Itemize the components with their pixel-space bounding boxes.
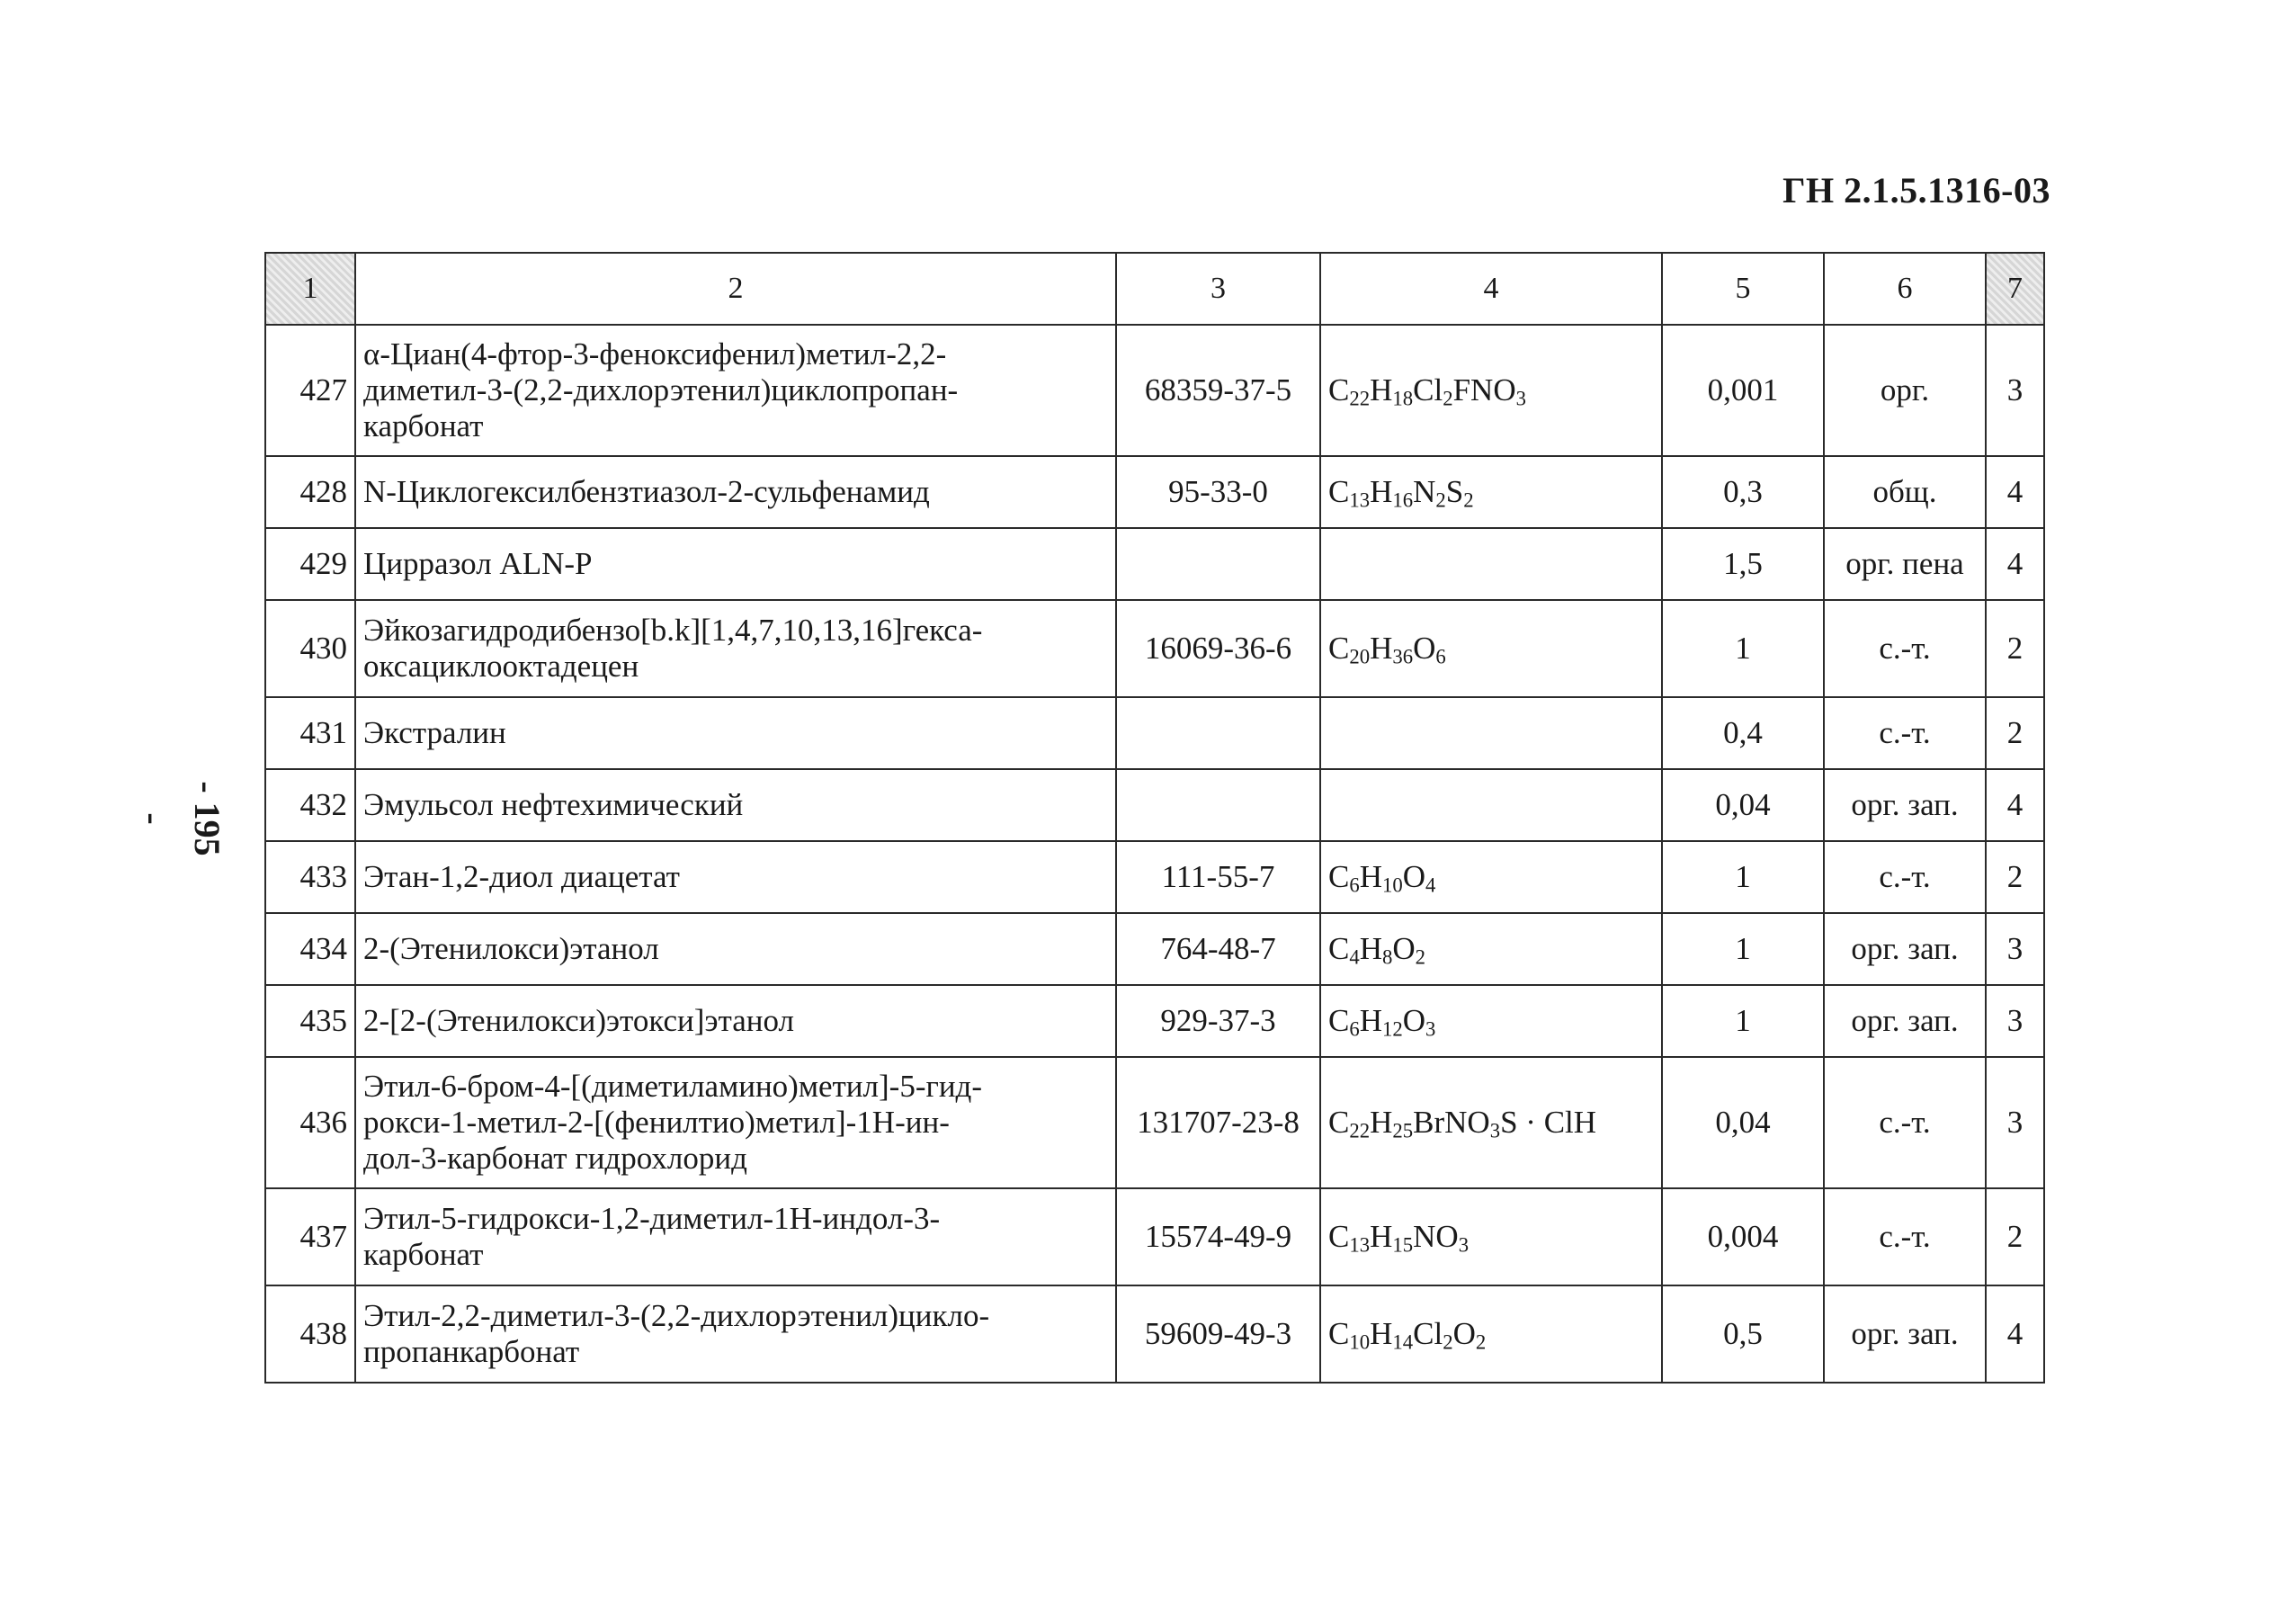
- cas-number-cell: [1116, 697, 1320, 769]
- formula-subscript: 4: [1349, 945, 1360, 969]
- formula-part: O: [1413, 631, 1436, 666]
- formula-cell: [1320, 697, 1662, 769]
- formula-subscript: 14: [1392, 1330, 1414, 1354]
- concentration-value-cell: 0,3: [1662, 456, 1824, 528]
- cas-number-cell: 95-33-0: [1116, 456, 1320, 528]
- table-row: [265, 528, 2044, 600]
- row-number-cell: 436: [265, 1057, 355, 1188]
- substances-table: [264, 252, 2045, 1384]
- substance-name-line: дол-3-карбонат гидрохлорид: [363, 1141, 747, 1176]
- formula-part: O: [1402, 859, 1426, 894]
- formula-cell: [1320, 1057, 1662, 1188]
- formula-subscript: 3: [1489, 1119, 1501, 1142]
- column-number-2: 2: [355, 253, 1116, 325]
- formula-part: H: [1370, 1105, 1393, 1140]
- hazard-feature-cell: с.-т.: [1824, 697, 1986, 769]
- substance-name-cell: [355, 769, 1116, 841]
- formula-subscript: 16: [1392, 488, 1414, 512]
- row-number-cell: 427: [265, 325, 355, 456]
- substance-name-line: Этил-2,2-диметил-3-(2,2-дихлорэтенил)цикло-: [363, 1298, 990, 1333]
- row-number-cell: 428: [265, 456, 355, 528]
- formula-subscript: 13: [1349, 1233, 1371, 1257]
- formula-part: C: [1328, 1003, 1350, 1038]
- formula-cell: [1320, 600, 1662, 697]
- hazard-feature-cell: с.-т.: [1824, 1057, 1986, 1188]
- substance-name-line: N-Циклогексилбензтиазол-2-сульфенамид: [363, 474, 930, 509]
- substance-name-line: рокси-1-метил-2-[(фенилтио)метил]-1Н-ин-: [363, 1105, 950, 1140]
- formula-subscript: 2: [1435, 488, 1446, 512]
- hazard-feature-cell: общ.: [1824, 456, 1986, 528]
- formula-cell: [1320, 528, 1662, 600]
- hazard-feature-cell: орг. зап.: [1824, 1285, 1986, 1383]
- hazard-feature-cell: с.-т.: [1824, 841, 1986, 913]
- substance-name-cell: [355, 600, 1116, 697]
- concentration-value-cell: 0,004: [1662, 1188, 1824, 1285]
- row-number-cell: 433: [265, 841, 355, 913]
- substance-name-line: Эйкозагидродибензо[b.k][1,4,7,10,13,16]гекса-: [363, 613, 983, 648]
- formula-cell: [1320, 985, 1662, 1057]
- formula-part: C: [1328, 1316, 1350, 1351]
- table-row: [265, 456, 2044, 528]
- substance-name-cell: [355, 913, 1116, 985]
- formula-part: O: [1402, 1003, 1426, 1038]
- cas-number-cell: 15574-49-9: [1116, 1188, 1320, 1285]
- table-body: [265, 253, 2044, 1383]
- cas-number-cell: 111-55-7: [1116, 841, 1320, 913]
- substance-name-line: α-Циан(4-фтор-3-феноксифенил)метил-2,2-: [363, 336, 947, 372]
- cas-number-cell: 16069-36-6: [1116, 600, 1320, 697]
- hazard-class-cell: 4: [1986, 1285, 2044, 1383]
- cas-number-cell: [1116, 528, 1320, 600]
- formula-subscript: 36: [1392, 645, 1414, 668]
- concentration-value-cell: 1,5: [1662, 528, 1824, 600]
- formula-subscript: 6: [1349, 1017, 1360, 1041]
- formula-subscript: 3: [1425, 1017, 1436, 1041]
- concentration-value-cell: 0,4: [1662, 697, 1824, 769]
- cas-number-cell: 764-48-7: [1116, 913, 1320, 985]
- hazard-class-cell: 3: [1986, 325, 2044, 456]
- row-number-cell: 430: [265, 600, 355, 697]
- row-number-cell: 434: [265, 913, 355, 985]
- formula-subscript: 13: [1349, 488, 1371, 512]
- row-number-cell: 438: [265, 1285, 355, 1383]
- concentration-value-cell: 0,04: [1662, 769, 1824, 841]
- table-row: [265, 600, 2044, 697]
- substance-name-cell: [355, 985, 1116, 1057]
- table-row: [265, 697, 2044, 769]
- formula-cell: [1320, 1188, 1662, 1285]
- formula-part: H: [1359, 1003, 1383, 1038]
- concentration-value-cell: 0,5: [1662, 1285, 1824, 1383]
- substance-name-line: Экстралин: [363, 715, 506, 750]
- substance-name-line: оксациклооктадецен: [363, 649, 639, 684]
- substance-name-line: Этил-6-бром-4-[(диметиламино)метил]-5-гид-: [363, 1069, 983, 1104]
- hazard-class-cell: 4: [1986, 456, 2044, 528]
- substance-name-line: диметил-3-(2,2-дихлорэтенил)циклопропан-: [363, 372, 959, 407]
- hazard-class-cell: 2: [1986, 600, 2044, 697]
- hazard-feature-cell: с.-т.: [1824, 600, 1986, 697]
- formula-subscript: 4: [1425, 873, 1436, 897]
- concentration-value-cell: 0,001: [1662, 325, 1824, 456]
- formula-part: C: [1328, 372, 1350, 407]
- formula-part: Cl: [1413, 372, 1443, 407]
- hazard-feature-cell: орг. зап.: [1824, 913, 1986, 985]
- substance-name-line: 2-(Этенилокси)этанол: [363, 931, 659, 966]
- formula-cell: [1320, 325, 1662, 456]
- formula-part: N: [1413, 474, 1436, 509]
- formula-part: BrNO: [1413, 1105, 1490, 1140]
- formula-subscript: 22: [1349, 387, 1371, 410]
- formula-part: C: [1328, 1105, 1350, 1140]
- formula-subscript: 8: [1382, 945, 1393, 969]
- cas-number-cell: 68359-37-5: [1116, 325, 1320, 456]
- substance-name-cell: [355, 528, 1116, 600]
- formula-cell: [1320, 841, 1662, 913]
- table-row: [265, 325, 2044, 456]
- row-number-cell: 435: [265, 985, 355, 1057]
- hazard-class-cell: 4: [1986, 528, 2044, 600]
- hazard-feature-cell: орг. зап.: [1824, 985, 1986, 1057]
- formula-part: H: [1370, 1316, 1393, 1351]
- column-number-4: 4: [1320, 253, 1662, 325]
- formula-subscript: 2: [1475, 1330, 1487, 1354]
- formula-subscript: 3: [1515, 387, 1526, 410]
- formula-part: S · ClH: [1500, 1105, 1597, 1140]
- table-row: [265, 1188, 2044, 1285]
- formula-part: FNO: [1452, 372, 1516, 407]
- formula-part: C: [1328, 859, 1350, 894]
- column-number-row: [265, 253, 2044, 325]
- substance-name-cell: [355, 697, 1116, 769]
- formula-subscript: 2: [1443, 387, 1453, 410]
- hazard-feature-cell: орг. зап.: [1824, 769, 1986, 841]
- document-code: ГН 2.1.5.1316-03: [1782, 170, 2050, 210]
- formula-subscript: 20: [1349, 645, 1371, 668]
- substance-name-line: Этил-5-гидрокси-1,2-диметил-1Н-индол-3-: [363, 1201, 941, 1236]
- column-number-3: 3: [1116, 253, 1320, 325]
- row-number-cell: 431: [265, 697, 355, 769]
- formula-part: C: [1328, 1219, 1350, 1254]
- table-row: [265, 1057, 2044, 1188]
- substance-name-line: пропанкарбонат: [363, 1334, 580, 1369]
- formula-subscript: 15: [1392, 1233, 1414, 1257]
- formula-subscript: 2: [1443, 1330, 1453, 1354]
- table-row: [265, 985, 2044, 1057]
- table-row: [265, 841, 2044, 913]
- concentration-value-cell: 1: [1662, 913, 1824, 985]
- substance-name-line: 2-[2-(Этенилокси)этокси]этанол: [363, 1003, 794, 1038]
- formula-subscript: 22: [1349, 1119, 1371, 1142]
- column-number-5: 5: [1662, 253, 1824, 325]
- concentration-value-cell: 1: [1662, 985, 1824, 1057]
- formula-part: H: [1359, 931, 1383, 966]
- formula-subscript: 12: [1382, 1017, 1403, 1041]
- substance-name-line: карбонат: [363, 1237, 484, 1272]
- table-row: [265, 913, 2044, 985]
- concentration-value-cell: 1: [1662, 600, 1824, 697]
- hazard-feature-cell: орг.: [1824, 325, 1986, 456]
- substance-name-cell: [355, 1188, 1116, 1285]
- page-number: - 195 -: [133, 781, 228, 856]
- formula-cell: [1320, 1285, 1662, 1383]
- formula-part: NO: [1413, 1219, 1459, 1254]
- column-number-6: 6: [1824, 253, 1986, 325]
- cas-number-cell: 59609-49-3: [1116, 1285, 1320, 1383]
- formula-part: H: [1359, 859, 1383, 894]
- formula-subscript: 10: [1382, 873, 1403, 897]
- hazard-class-cell: 4: [1986, 769, 2044, 841]
- substance-name-cell: [355, 841, 1116, 913]
- formula-part: H: [1370, 474, 1393, 509]
- substance-name-line: Эмульсол нефтехимический: [363, 787, 744, 822]
- substance-name-cell: [355, 1057, 1116, 1188]
- row-number-cell: 432: [265, 769, 355, 841]
- table-row: [265, 1285, 2044, 1383]
- formula-part: Cl: [1413, 1316, 1443, 1351]
- hazard-class-cell: 2: [1986, 697, 2044, 769]
- formula-part: C: [1328, 631, 1350, 666]
- formula-subscript: 6: [1435, 645, 1446, 668]
- hazard-feature-cell: орг. пена: [1824, 528, 1986, 600]
- row-number-cell: 437: [265, 1188, 355, 1285]
- substance-name-cell: [355, 1285, 1116, 1383]
- hazard-class-cell: 3: [1986, 913, 2044, 985]
- formula-subscript: 18: [1392, 387, 1414, 410]
- hazard-feature-cell: с.-т.: [1824, 1188, 1986, 1285]
- row-number-cell: 429: [265, 528, 355, 600]
- formula-subscript: 6: [1349, 873, 1360, 897]
- formula-subscript: 10: [1349, 1330, 1371, 1354]
- formula-subscript: 2: [1463, 488, 1474, 512]
- substance-name-line: карбонат: [363, 408, 484, 443]
- formula-cell: [1320, 913, 1662, 985]
- formula-part: C: [1328, 474, 1350, 509]
- concentration-value-cell: 0,04: [1662, 1057, 1824, 1188]
- formula-part: O: [1392, 931, 1416, 966]
- cas-number-cell: [1116, 769, 1320, 841]
- formula-part: O: [1452, 1316, 1476, 1351]
- hazard-class-cell: 2: [1986, 841, 2044, 913]
- formula-part: H: [1370, 1219, 1393, 1254]
- formula-subscript: 2: [1415, 945, 1426, 969]
- hazard-class-cell: 2: [1986, 1188, 2044, 1285]
- formula-cell: [1320, 769, 1662, 841]
- substance-name-cell: [355, 456, 1116, 528]
- hazard-class-cell: 3: [1986, 985, 2044, 1057]
- concentration-value-cell: 1: [1662, 841, 1824, 913]
- formula-cell: [1320, 456, 1662, 528]
- formula-part: S: [1445, 474, 1464, 509]
- table-row: [265, 769, 2044, 841]
- formula-part: H: [1370, 631, 1393, 666]
- cas-number-cell: 929-37-3: [1116, 985, 1320, 1057]
- formula-subscript: 3: [1458, 1233, 1470, 1257]
- hazard-class-cell: 3: [1986, 1057, 2044, 1188]
- substance-name-cell: [355, 325, 1116, 456]
- column-number-1: 1: [265, 253, 355, 325]
- substance-name-line: Этан-1,2-диол диацетат: [363, 859, 680, 894]
- substance-name-line: Цирразол ALN-P: [363, 546, 593, 581]
- formula-part: C: [1328, 931, 1350, 966]
- formula-part: H: [1370, 372, 1393, 407]
- formula-subscript: 25: [1392, 1119, 1414, 1142]
- column-number-7: 7: [1986, 253, 2044, 325]
- cas-number-cell: 131707-23-8: [1116, 1057, 1320, 1188]
